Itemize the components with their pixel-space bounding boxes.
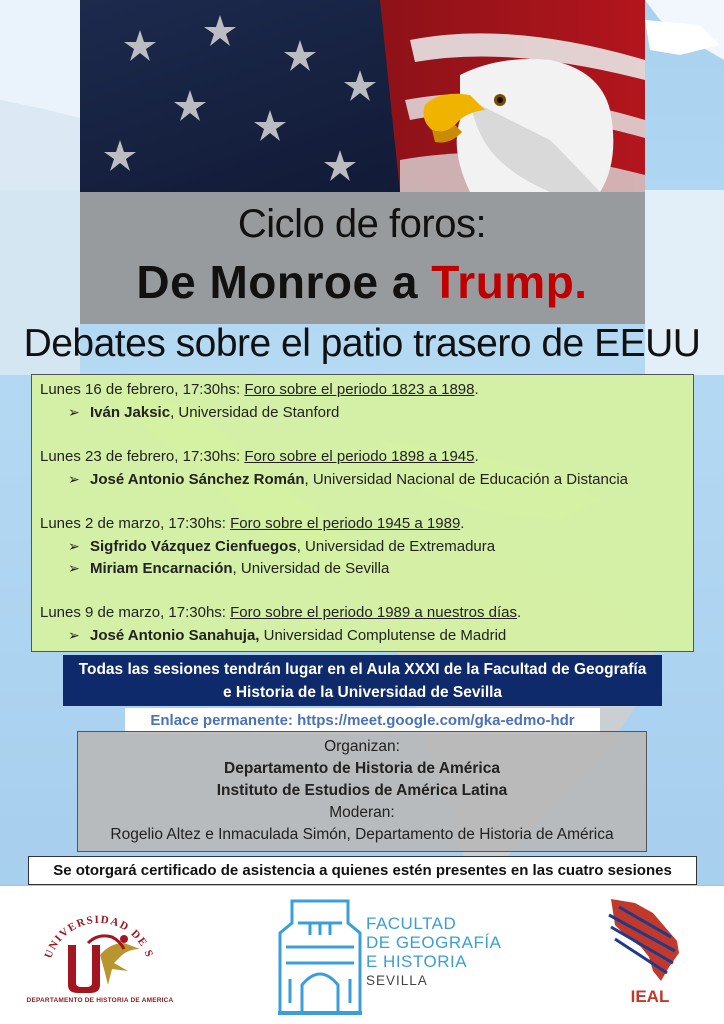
moderators: Rogelio Altez e Inmaculada Simón, Departamento de Historia de América: [110, 826, 614, 843]
ieal-text: IEAL: [630, 987, 670, 1006]
session-4: Lunes 9 de marzo, 17:30hs: Foro sobre el periodo 1989 a nuestros días.: [40, 604, 522, 621]
speaker: ➢ José Antonio Sánchez Román, Universidad Nacional de Educación a Distancia: [40, 468, 685, 490]
certificate-note: Se otorgará certificado de asistencia a quienes estén presentes en las cuatro sesiones: [28, 856, 697, 885]
arrow-bullet-icon: ➢: [68, 627, 80, 643]
session-3: Lunes 2 de marzo, 17:30hs: Foro sobre el periodo 1945 a 1989.: [40, 515, 465, 532]
arrow-bullet-icon: ➢: [68, 404, 80, 420]
speaker: ➢ José Antonio Sanahuja, Universidad Complutense de Madrid: [40, 624, 685, 646]
title-accent: Trump.: [431, 256, 588, 308]
moderators-label: Moderan:: [329, 804, 395, 821]
arrow-bullet-icon: ➢: [68, 471, 80, 487]
facultad-text: [366, 914, 526, 990]
universidad-sevilla-logo: [28, 893, 170, 1013]
title-main: De Monroe a: [136, 256, 432, 308]
hero-image: [80, 0, 645, 192]
facultad-line-2: DE GEOGRAFÍA: [366, 933, 502, 952]
title-line-2: [0, 255, 724, 309]
facultad-city: SEVILLA: [366, 973, 428, 988]
organizers-box: [77, 731, 647, 852]
meet-link[interactable]: Enlace permanente: https://meet.google.com/gka-edmo-hdr: [125, 708, 600, 734]
organizer-2: Instituto de Estudios de América Latina: [216, 782, 508, 799]
facultad-line-1: FACULTAD: [366, 914, 457, 933]
svg-text:UNIVERSIDAD DE SEVILLA: [28, 893, 156, 960]
us-department-caption: DEPARTAMENTO DE HISTORIA DE AMERICA: [26, 997, 174, 1004]
us-ring-text: UNIVERSIDAD DE S: [42, 913, 156, 961]
session-1: Lunes 16 de febrero, 17:30hs: Foro sobre el periodo 1823 a 1898.: [40, 381, 479, 398]
title-line-1: Ciclo de foros:: [237, 202, 487, 246]
facultad-line-3: E HISTORIA: [366, 952, 468, 971]
arrow-bullet-icon: ➢: [68, 538, 80, 554]
venue-banner: [63, 655, 662, 706]
subtitle: Debates sobre el patio trasero de EEUU: [23, 322, 701, 365]
speaker: ➢ Sigfrido Vázquez Cienfuegos, Universidad de Extremadura: [40, 535, 685, 557]
speaker: ➢ Miriam Encarnación, Universidad de Sevilla: [40, 557, 685, 579]
venue-line-2: e Historia de la Universidad de Sevilla: [222, 684, 503, 701]
schedule-box: [31, 374, 694, 652]
organizer-1: Departamento de Historia de América: [224, 760, 500, 777]
venue-line-1: Todas las sesiones tendrán lugar en el Aula XXXI de la Facultad de Geografía: [78, 661, 647, 678]
arrow-bullet-icon: ➢: [68, 560, 80, 576]
speaker: ➢ Iván Jaksic, Universidad de Stanford: [40, 401, 685, 423]
session-2: Lunes 23 de febrero, 17:30hs: Foro sobre el periodo 1898 a 1945.: [40, 448, 479, 465]
organizers-label: Organizan:: [324, 738, 400, 755]
